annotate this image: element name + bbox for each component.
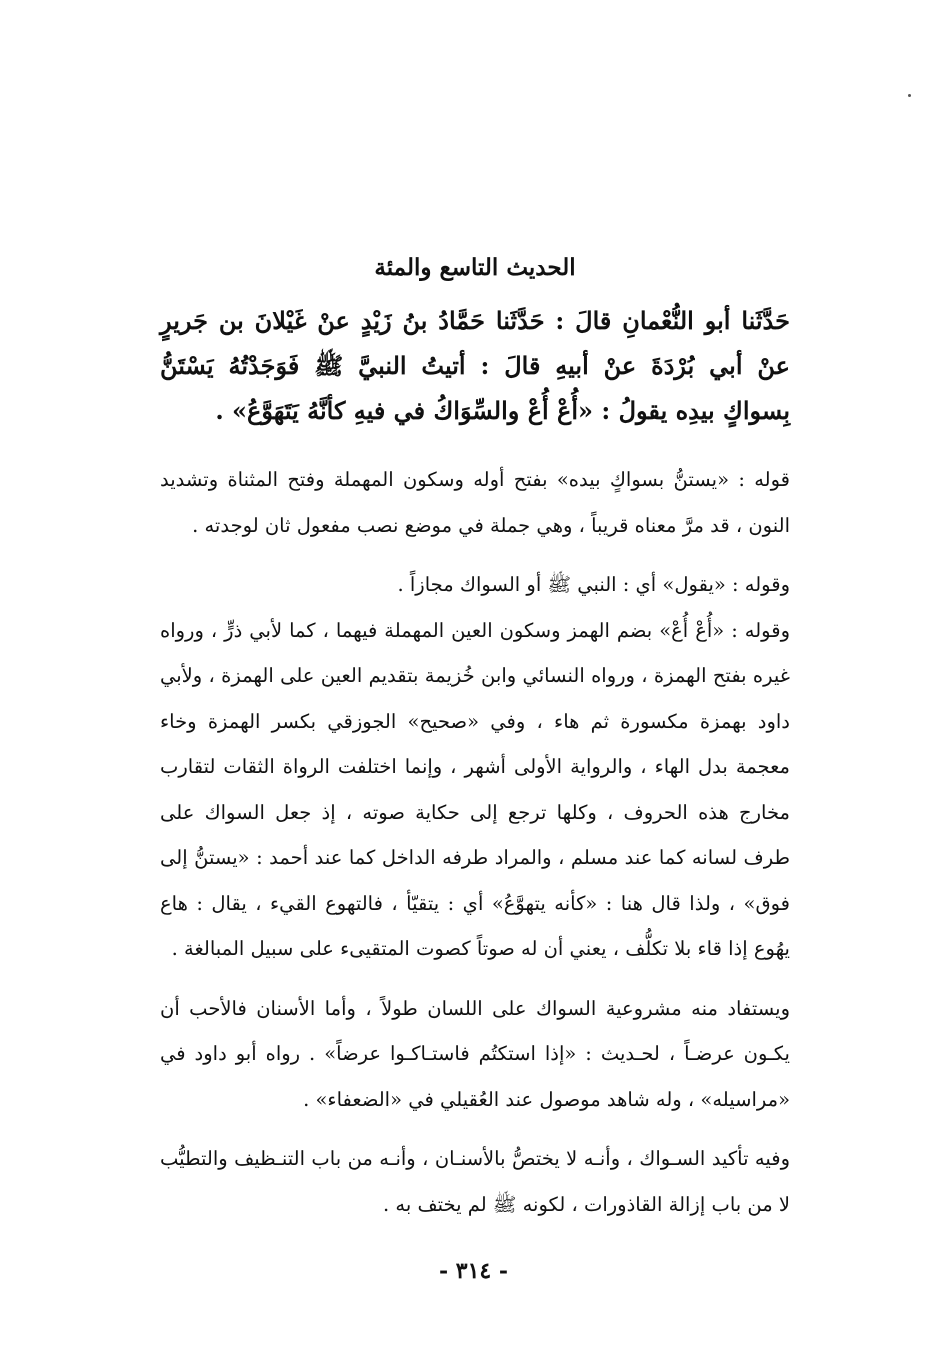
commentary-paragraph-1: قوله : «يستنُّ بسواكٍ بيده» بفتح أوله وسكون المهملة وفتح المثناة وتشديد النون ، قد مرَّ معناه قريباً ، وهي جملة في موضع نصب مفعول ثان لوجدته . bbox=[160, 468, 790, 537]
commentary-paragraph-3: وقوله : «أُعْ أُعْ» بضم الهمز وسكون العين المهملة فيهما ، كما لأبي ذرٍّ ، ورواه غيره بفتح الهمزة ، ورواه النسائي وابن خُزيمة بتقديم العين على الهمزة ، ولأبي داود بهمزة مكسورة ثم هاء ، وفي «صحيح» الجوزقي بكسر الهمزة وخاء معجمة بدل الهاء ، والرواية الأولى أشهر ، وإنما اختلفت الرواة الثقات لتقارب مخارج هذه الحروف ، وكلها ترجع إلى حكاية صوته ، إذ جعل السواك على طرف لسانه كما عند مسلم ، والمراد طرفه الداخل كما عند أحمد : «يستنُّ إلى فوق» ، ولذا قال هنا : «كأنه يتهوَّعُ» أي : يتقيّأ ، فالتهوع القيء ، يقال : هاع يهُوع إذا قاء بلا تكلُّف ، يعني أن له صوتاً كصوت المتقيىء على سبيل المبالغة . bbox=[160, 618, 791, 960]
hadith-text: حَدَّثَنا أبو النُّعْمانِ قالَ : حَدَّثَنا حَمَّادُ بنُ زَيْدٍ عنْ غَيْلانَ بن جَريرٍ عنْ أبي بُرْدَةَ عنْ أبيهِ قالَ : أتيتُ النبيَّ ﷺ فَوَجَدْتُهُ يَسْتَنُّ بِسواكٍ بيدِه يقولُ : «أُعْ أُعْ والسِّوَاكُ في فيهِ كأنَّهُ يَتَهَوَّعُ» . bbox=[160, 306, 791, 425]
page-number: - ٣١٤ - bbox=[438, 1258, 509, 1284]
commentary-paragraph-2: وقوله : «يقول» أي : النبي ﷺ أو السواك مجازاً . bbox=[397, 573, 790, 596]
hadith-heading: الحديث التاسع والمئة bbox=[374, 254, 576, 281]
page-content bbox=[160, 246, 790, 1241]
scan-speck bbox=[908, 94, 911, 97]
commentary-paragraph-5: وفيه تأكيد السـواك ، وأنـه لا يختصُّ بالأسنـان ، وأنـه من باب التنـظيف والتطيُّب لا من باب إزالة القاذورات ، لكونه ﷺ لم يختف به . bbox=[160, 1147, 790, 1216]
commentary-paragraph-4: ويستفاد منه مشروعية السواك على اللسان طولاً ، وأما الأسنان فالأحب أن يكـون عرضـاً ، لحـديث : «إذا استكتُم فاستـاكـوا عرضاً» . رواه أبو داود في «مراسيله» ، وله شاهد موصول عند العُقيلي في «الضعفاء» . bbox=[160, 996, 790, 1111]
